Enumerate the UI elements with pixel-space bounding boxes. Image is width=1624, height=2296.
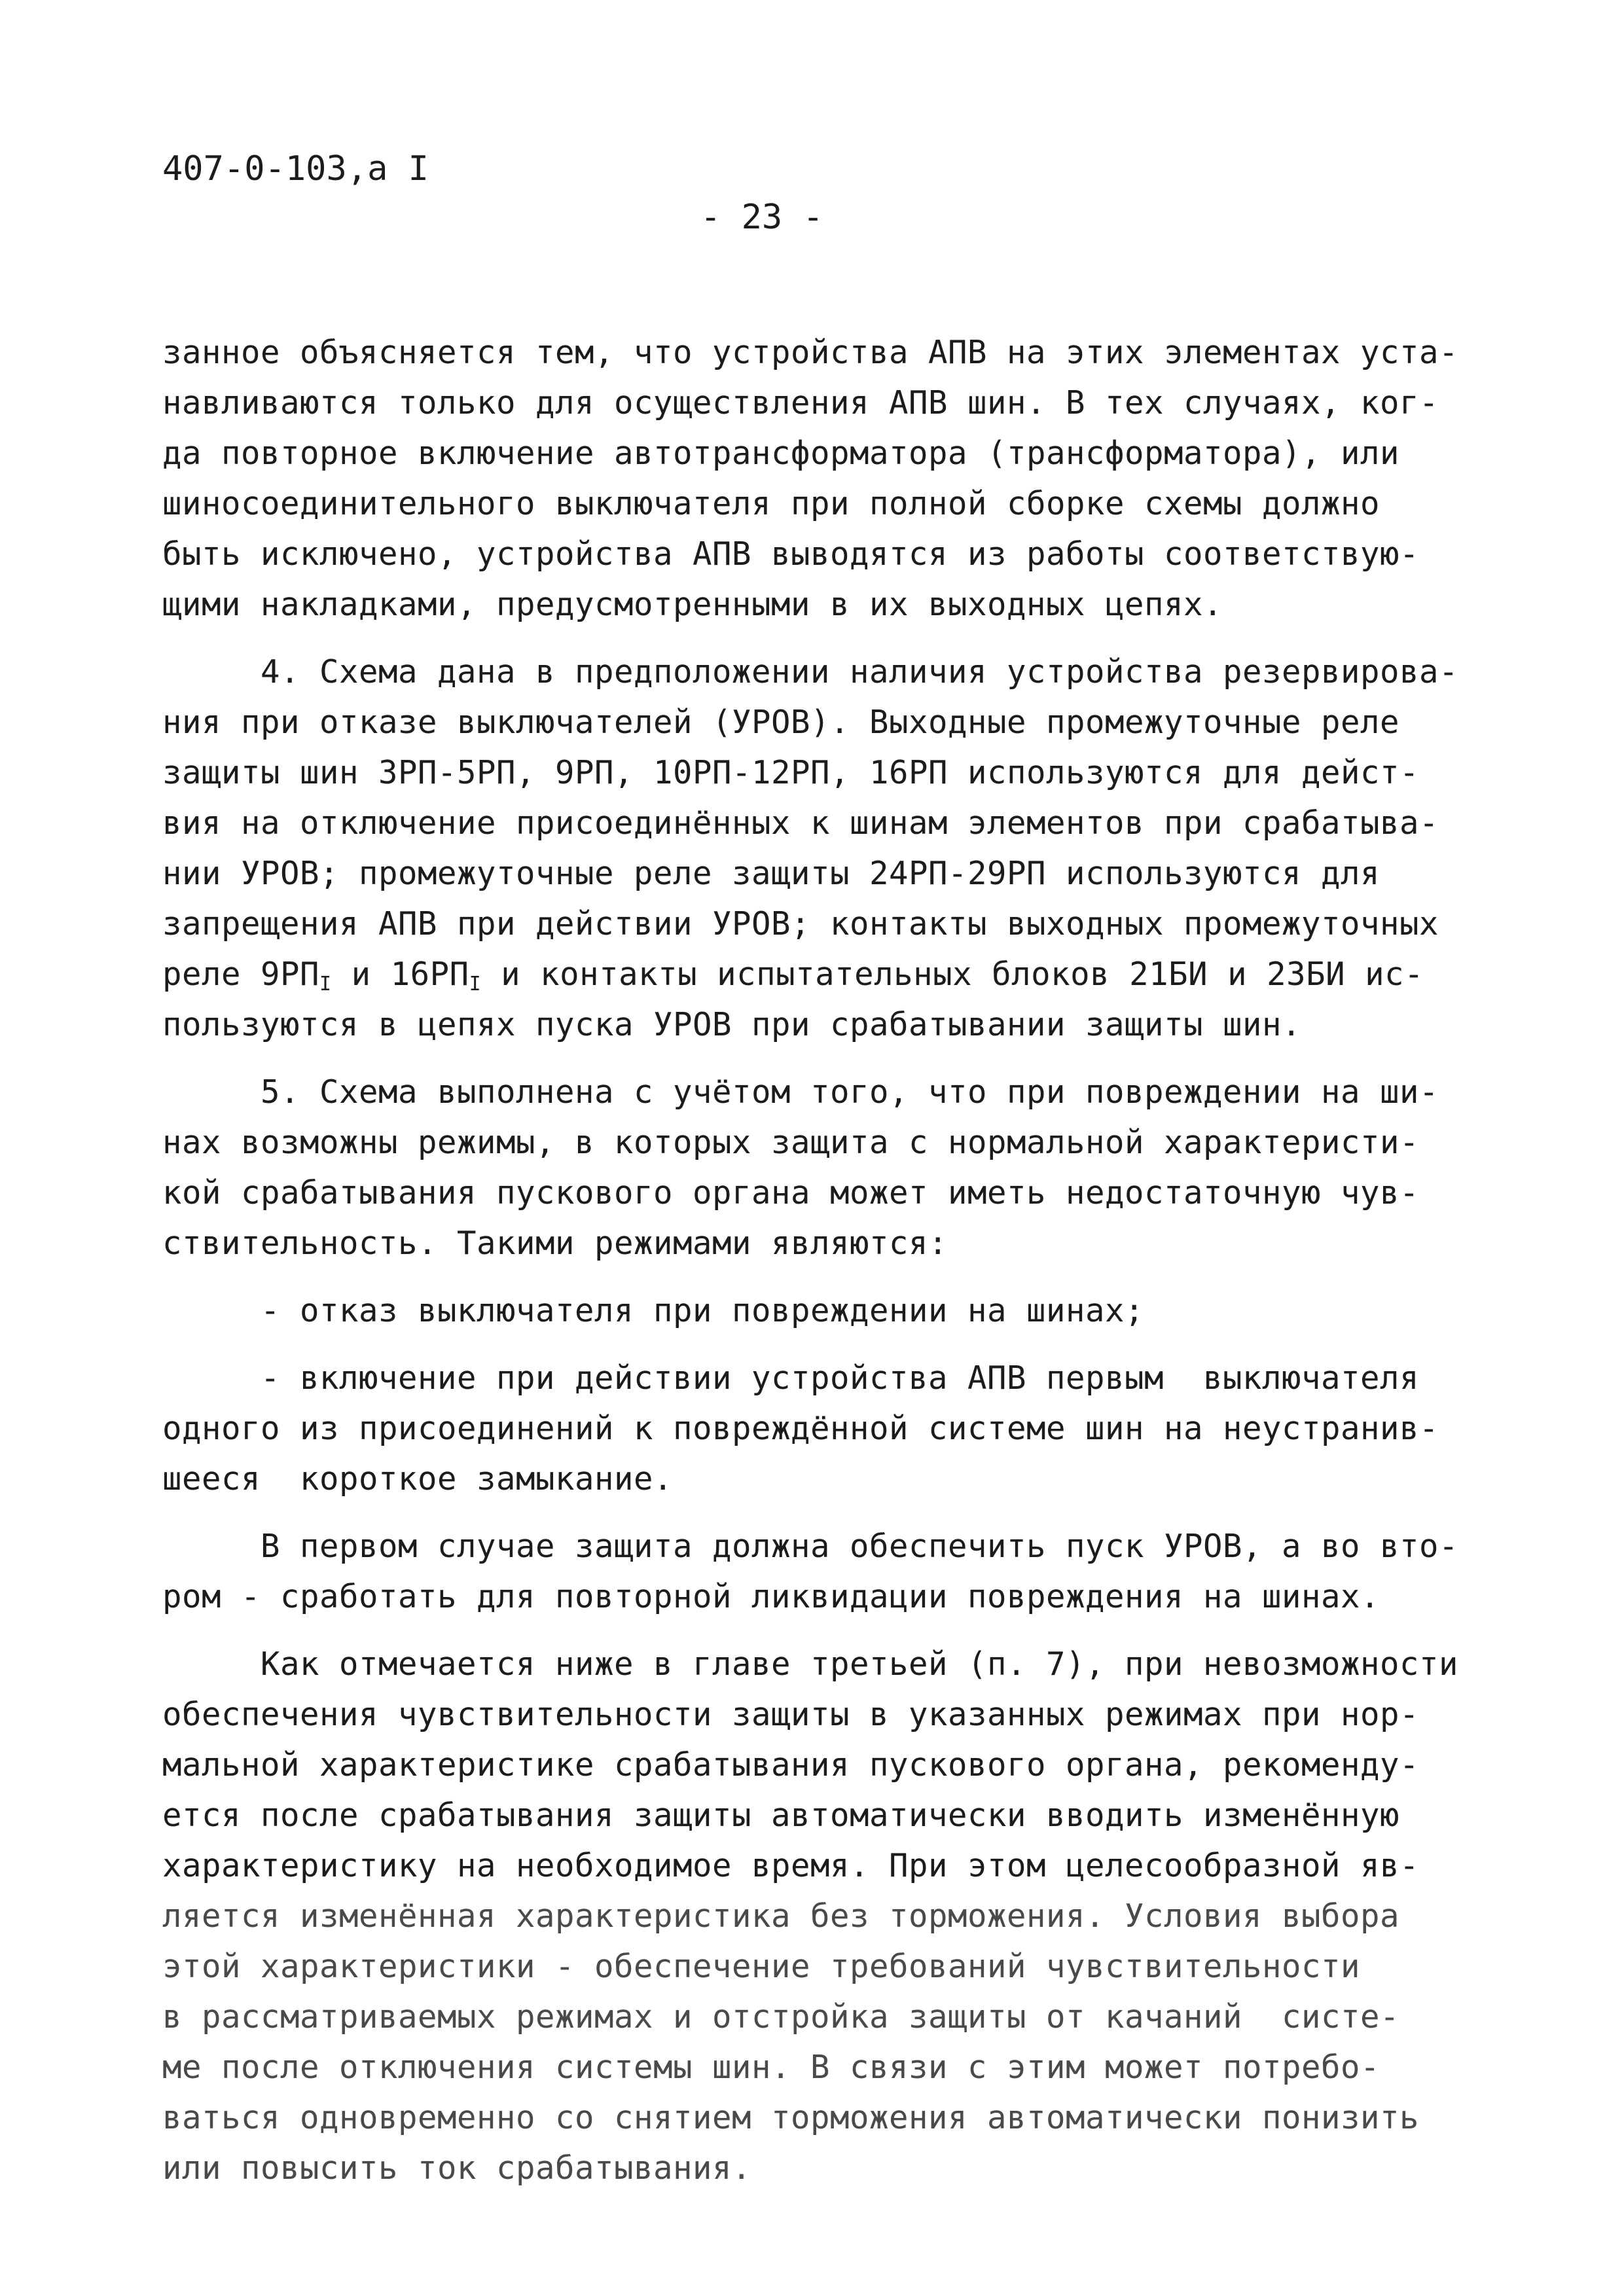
text-line: характеристику на необходимое время. При этом целесообразной яв- [162, 1847, 1420, 1884]
text-line: этой характеристики - обеспечение требований чувствительности [162, 1948, 1361, 1985]
text-line: пользуются в цепях пуска УРОВ при срабатывании защиты шин. [162, 1006, 1302, 1043]
text-line: ляется изменённая характеристика без торможения. Условия выбора [162, 1897, 1400, 1935]
text-line: 5. Схема выполнена с учётом того, что при повреждении на ши- [261, 1073, 1439, 1111]
text-line: ме после отключения системы шин. В связи с этим может потребо- [162, 2049, 1380, 2086]
text-line: - включение при действии устройства АПВ первым выключателя [261, 1359, 1420, 1397]
paragraph-apv-continuation [162, 327, 1485, 630]
text-line: да повторное включение автотрансформатора (трансформатора), или [162, 435, 1400, 472]
text-line: ния при отказе выключателей (УРОВ). Выходные промежуточные реле [162, 704, 1400, 741]
text-line: ствительность. Такими режимами являются: [162, 1225, 948, 1262]
list-item-breaker-failure [162, 1285, 1485, 1336]
document-code: 407-0-103,а I [162, 149, 429, 188]
subscript: I [469, 973, 482, 996]
paragraph-chapter-three-note [162, 1639, 1485, 1891]
line-part: и контакты испытательных блоков 21БИ и 23БИ ис- [481, 956, 1424, 993]
text-line: навливаются только для осуществления АПВ шин. В тех случаях, ког- [162, 384, 1439, 422]
text-line: нии УРОВ; промежуточные реле защиты 24РП-29РП используются для [162, 855, 1380, 892]
text-line: вия на отключение присоединённых к шинам элементов при срабатыва- [162, 804, 1439, 842]
text-line: ром - сработать для повторной ликвидации повреждения на шинах. [162, 1578, 1380, 1615]
body-text [162, 327, 1485, 2193]
line-part: реле 9РП [162, 956, 320, 993]
text-line: занное объясняется тем, что устройства АПВ на этих элементах уста- [162, 334, 1459, 371]
text-line-with-subscripts [162, 949, 1485, 999]
text-line: шееся короткое замыкание. [162, 1460, 674, 1498]
text-line: шиносоединительного выключателя при полной сборке схемы должно [162, 485, 1380, 522]
text-line: 4. Схема дана в предположении наличия устройства резервирова- [261, 653, 1459, 691]
text-line: в рассматриваемых режимах и отстройка защиты от качаний систе- [162, 1998, 1400, 2036]
text-line: - отказ выключателя при повреждении на шинах; [261, 1292, 1145, 1329]
text-line: защиты шин 3РП-5РП, 9РП, 10РП-12РП, 16РП используются для дейст- [162, 754, 1420, 791]
text-line: ваться одновременно со снятием торможения автоматически понизить [162, 2099, 1420, 2136]
text-line: или повысить ток срабатывания. [162, 2149, 752, 2187]
line-part: и 16РП [331, 956, 469, 993]
subscript: I [319, 973, 332, 996]
text-line: В первом случае защита должна обеспечить пуск УРОВ, а во вто- [261, 1528, 1459, 1565]
text-line: быть исключено, устройства АПВ выводятся из работы соответствую- [162, 535, 1420, 573]
paragraph-chapter-three-note-faint [162, 1891, 1485, 2193]
text-line: Как отмечается ниже в главе третьей (п. 7), при невозможности [261, 1645, 1459, 1683]
text-line: нах возможны режимы, в которых защита с нормальной характеристи- [162, 1124, 1420, 1161]
paragraph-item-5 [162, 1067, 1485, 1268]
text-line: ется после срабатывания защиты автоматически вводить изменённую [162, 1797, 1400, 1834]
text-line: запрещения АПВ при действии УРОВ; контакты выходных промежуточных [162, 905, 1439, 942]
text-line: мальной характеристике срабатывания пускового органа, рекоменду- [162, 1746, 1420, 1784]
text-line: щими накладками, предусмотренными в их выходных цепях. [162, 586, 1223, 623]
page-number: - 23 - [700, 198, 823, 237]
text-line: одного из присоединений к повреждённой системе шин на неустранив- [162, 1410, 1439, 1447]
paragraph-first-case [162, 1521, 1485, 1622]
text-line: кой срабатывания пускового органа может иметь недостаточную чув- [162, 1174, 1420, 1211]
paragraph-item-4 [162, 647, 1485, 1050]
text-line: обеспечения чувствительности защиты в указанных режимах при нор- [162, 1696, 1420, 1733]
list-item-reclose-on-fault [162, 1353, 1485, 1504]
